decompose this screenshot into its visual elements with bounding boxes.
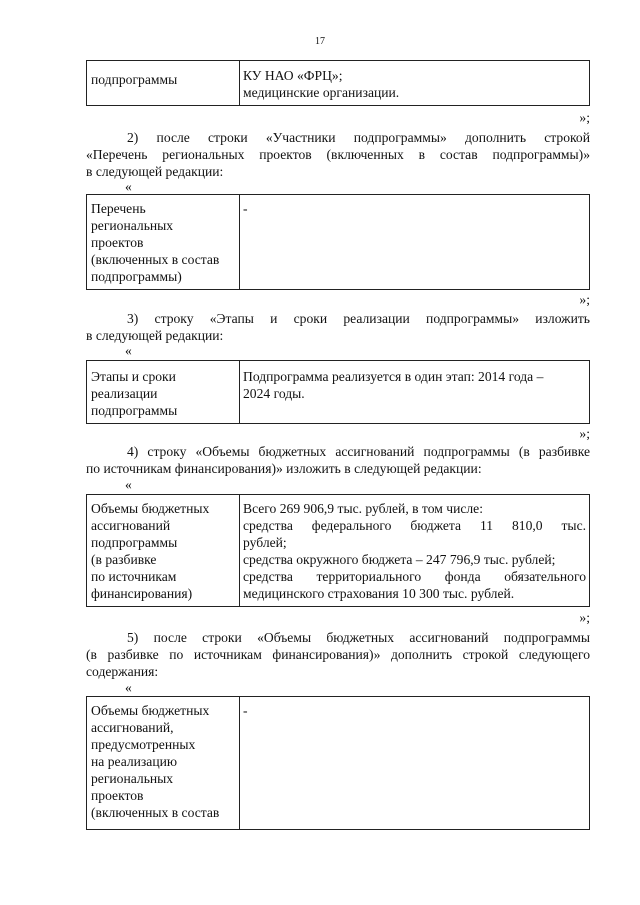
table-budget xyxy=(86,494,590,607)
cell-line: Всего 269 906,9 тыс. рублей, в том числе: xyxy=(243,501,483,516)
cell-line: (включенных в состав xyxy=(91,805,220,820)
cell-line: подпрограммы xyxy=(91,535,178,550)
cell-line: средства территориального фонда обязательного xyxy=(243,569,586,584)
paragraph-line: по источникам финансирования)» изложить в следующей редакции: xyxy=(86,461,482,476)
cell-line: региональных xyxy=(91,771,174,786)
cell-line: Объемы бюджетных xyxy=(91,501,210,516)
cell-text: подпрограммы xyxy=(91,72,178,87)
table-right-cell xyxy=(240,495,589,606)
open-quote: « xyxy=(125,680,132,695)
open-quote: « xyxy=(125,343,132,358)
paragraph-line: 3) строку «Этапы и сроки реализации подпрограммы» изложить xyxy=(127,311,590,326)
table-right-cell xyxy=(240,697,589,829)
close-quote: »; xyxy=(579,610,590,625)
paragraph-line: «Перечень региональных проектов (включенных в состав подпрограммы)» xyxy=(86,147,590,162)
paragraph-line: 4) строку «Объемы бюджетных ассигнований подпрограммы (в разбивке xyxy=(127,444,590,459)
cell-line: средства окружного бюджета – 247 796,9 тыс. рублей; xyxy=(243,552,556,567)
cell-line: средства федерального бюджета 11 810,0 тыс. xyxy=(243,518,586,533)
cell-line: проектов xyxy=(91,788,144,803)
cell-line: медицинские организации. xyxy=(243,85,400,100)
cell-line: рублей; xyxy=(243,535,287,550)
table-right-cell xyxy=(240,61,589,105)
table-left-cell xyxy=(87,61,240,105)
cell-line: Этапы и сроки xyxy=(91,369,176,384)
paragraph-line: 2) после строки «Участники подпрограммы» дополнить строкой xyxy=(127,130,590,145)
cell-line: (в разбивке xyxy=(91,552,157,567)
cell-line: ассигнований, xyxy=(91,720,174,735)
cell-line: по источникам xyxy=(91,569,177,584)
cell-line: ассигнований xyxy=(91,518,171,533)
close-quote: »; xyxy=(579,426,590,441)
cell-line: подпрограммы xyxy=(91,403,178,418)
paragraph-line: 5) после строки «Объемы бюджетных ассигнований подпрограммы xyxy=(127,630,590,645)
cell-line: Подпрограмма реализуется в один этап: 2014 года – xyxy=(243,369,544,384)
cell-line: Перечень xyxy=(91,201,146,216)
cell-line: региональных xyxy=(91,218,174,233)
cell-line: на реализацию xyxy=(91,754,178,769)
page-number: 17 xyxy=(315,36,325,47)
table-regional-projects xyxy=(86,194,590,290)
paragraph-line: в следующей редакции: xyxy=(86,328,224,343)
close-quote: »; xyxy=(579,292,590,307)
table-participants xyxy=(86,60,590,106)
open-quote: « xyxy=(125,179,132,194)
cell-line: реализации xyxy=(91,386,158,401)
table-stages xyxy=(86,360,590,424)
cell-line: Объемы бюджетных xyxy=(91,703,210,718)
table-right-cell xyxy=(240,195,589,289)
open-quote: « xyxy=(125,477,132,492)
cell-line: подпрограммы) xyxy=(91,269,182,284)
cell-dash: - xyxy=(243,703,248,718)
table-left-cell xyxy=(87,697,240,829)
cell-dash: - xyxy=(243,201,248,216)
cell-line: предусмотренных xyxy=(91,737,196,752)
cell-line: 2024 годы. xyxy=(243,386,305,401)
cell-line: проектов xyxy=(91,235,144,250)
cell-line: финансирования) xyxy=(91,586,193,601)
table-right-cell xyxy=(240,361,589,423)
cell-line: медицинского страхования 10 300 тыс. рублей. xyxy=(243,586,515,601)
paragraph-line: в следующей редакции: xyxy=(86,164,224,179)
close-quote: »; xyxy=(579,110,590,125)
table-left-cell xyxy=(87,361,240,423)
paragraph-line: (в разбивке по источникам финансирования)» дополнить строкой следующего xyxy=(86,647,590,662)
table-left-cell xyxy=(87,495,240,606)
table-left-cell xyxy=(87,195,240,289)
cell-line: (включенных в состав xyxy=(91,252,220,267)
paragraph-line: содержания: xyxy=(86,664,159,679)
cell-line: КУ НАО «ФРЦ»; xyxy=(243,68,343,83)
table-regional-budget xyxy=(86,696,590,830)
